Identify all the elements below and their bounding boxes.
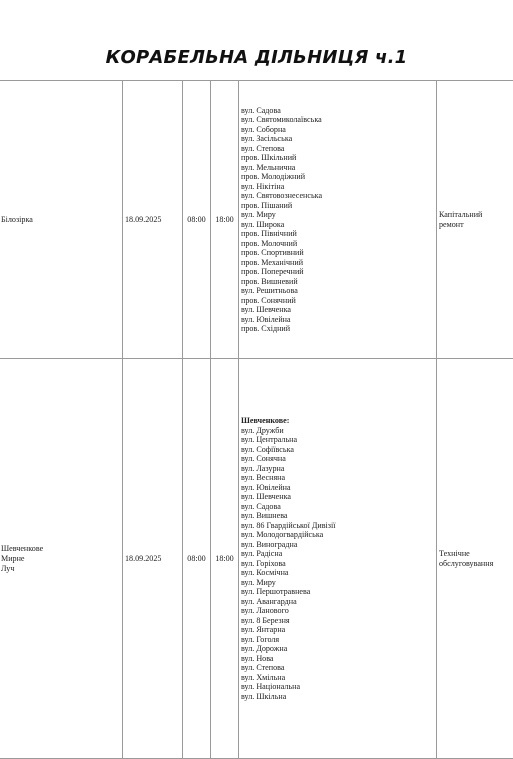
work-type-line: обслуговування [439,559,513,569]
street-item: вул. Ювілейна [241,483,434,493]
street-item: пров. Спортивний [241,248,434,258]
street-item: вул. Степова [241,144,434,154]
street-item: вул. Нова [241,654,434,664]
streets-group-header: Шевченкове: [241,416,434,426]
streets-cell [239,81,437,359]
street-item: вул. Софіївська [241,445,434,455]
table-row [0,81,513,359]
street-item: вул. Шкільна [241,692,434,702]
page-title: КОРАБЕЛЬНА ДІЛЬНИЦЯ ч.1 [0,47,513,68]
street-item: пров. Пішаний [241,201,434,211]
end-time-cell: 18:00 [211,81,239,359]
street-item: вул. Святовознесенська [241,191,434,201]
street-item: вул. Святомиколаївська [241,115,434,125]
street-item: вул. Степова [241,663,434,673]
end-time-cell: 18:00 [211,359,239,759]
street-item: вул. Миру [241,578,434,588]
settlement-name: Білозірка [1,215,120,225]
street-item: вул. 86 Гвардійської Дивізії [241,521,434,531]
street-item: вул. Хмільна [241,673,434,683]
street-item: пров. Шкільний [241,153,434,163]
settlement-name: Шевченкове [1,544,120,554]
street-item: вул. Радісна [241,549,434,559]
street-item: вул. Шевченка [241,305,434,315]
street-item: вул. Шевченка [241,492,434,502]
street-item: пров. Механічний [241,258,434,268]
street-item: вул. Молодогвардійська [241,530,434,540]
street-item: пров. Східний [241,324,434,334]
street-item: вул. Широка [241,220,434,230]
settlements-cell [0,81,123,359]
street-item: вул. Нікітіна [241,182,434,192]
street-item: вул. Горіхова [241,559,434,569]
street-item: вул. Садова [241,106,434,116]
table-row [0,359,513,759]
street-item: вул. Соборна [241,125,434,135]
work-type-line: ремонт [439,220,513,230]
street-item: вул. Лазурна [241,464,434,474]
street-item: вул. Національна [241,682,434,692]
street-item: пров. Молочний [241,239,434,249]
street-item: вул. Ланового [241,606,434,616]
street-item: вул. Янтарна [241,625,434,635]
work-type-line: Технічне [439,549,513,559]
street-item: вул. Виноградна [241,540,434,550]
street-item: вул. Сонячна [241,454,434,464]
start-time-cell: 08:00 [183,359,211,759]
street-item: пров. Поперечний [241,267,434,277]
date-cell: 18.09.2025 [123,81,183,359]
work-type-cell [437,359,513,759]
street-item: вул. Миру [241,210,434,220]
street-item: вул. 8 Березня [241,616,434,626]
date-cell: 18.09.2025 [123,359,183,759]
outage-schedule-table [0,80,513,759]
street-item: вул. Дружби [241,426,434,436]
street-item: вул. Першотравнева [241,587,434,597]
street-item: вул. Решитньова [241,286,434,296]
street-item: вул. Ювілейна [241,315,434,325]
street-item: вул. Гоголя [241,635,434,645]
start-time-cell: 08:00 [183,81,211,359]
street-item: вул. Авангардна [241,597,434,607]
work-type-line: Капітальний [439,210,513,220]
street-item: пров. Північний [241,229,434,239]
street-item: вул. Центральна [241,435,434,445]
street-item: пров. Молодіжний [241,172,434,182]
work-type-cell [437,81,513,359]
street-item: вул. Вишнева [241,511,434,521]
street-item: вул. Мельнична [241,163,434,173]
street-item: вул. Дорожна [241,644,434,654]
settlements-cell [0,359,123,759]
settlement-name: Мирне [1,554,120,564]
street-item: вул. Засільська [241,134,434,144]
street-item: вул. Весняна [241,473,434,483]
settlement-name: Луч [1,564,120,574]
street-item: вул. Космічна [241,568,434,578]
streets-cell [239,359,437,759]
street-item: пров. Сонячний [241,296,434,306]
street-item: пров. Вишневий [241,277,434,287]
street-item: вул. Садова [241,502,434,512]
